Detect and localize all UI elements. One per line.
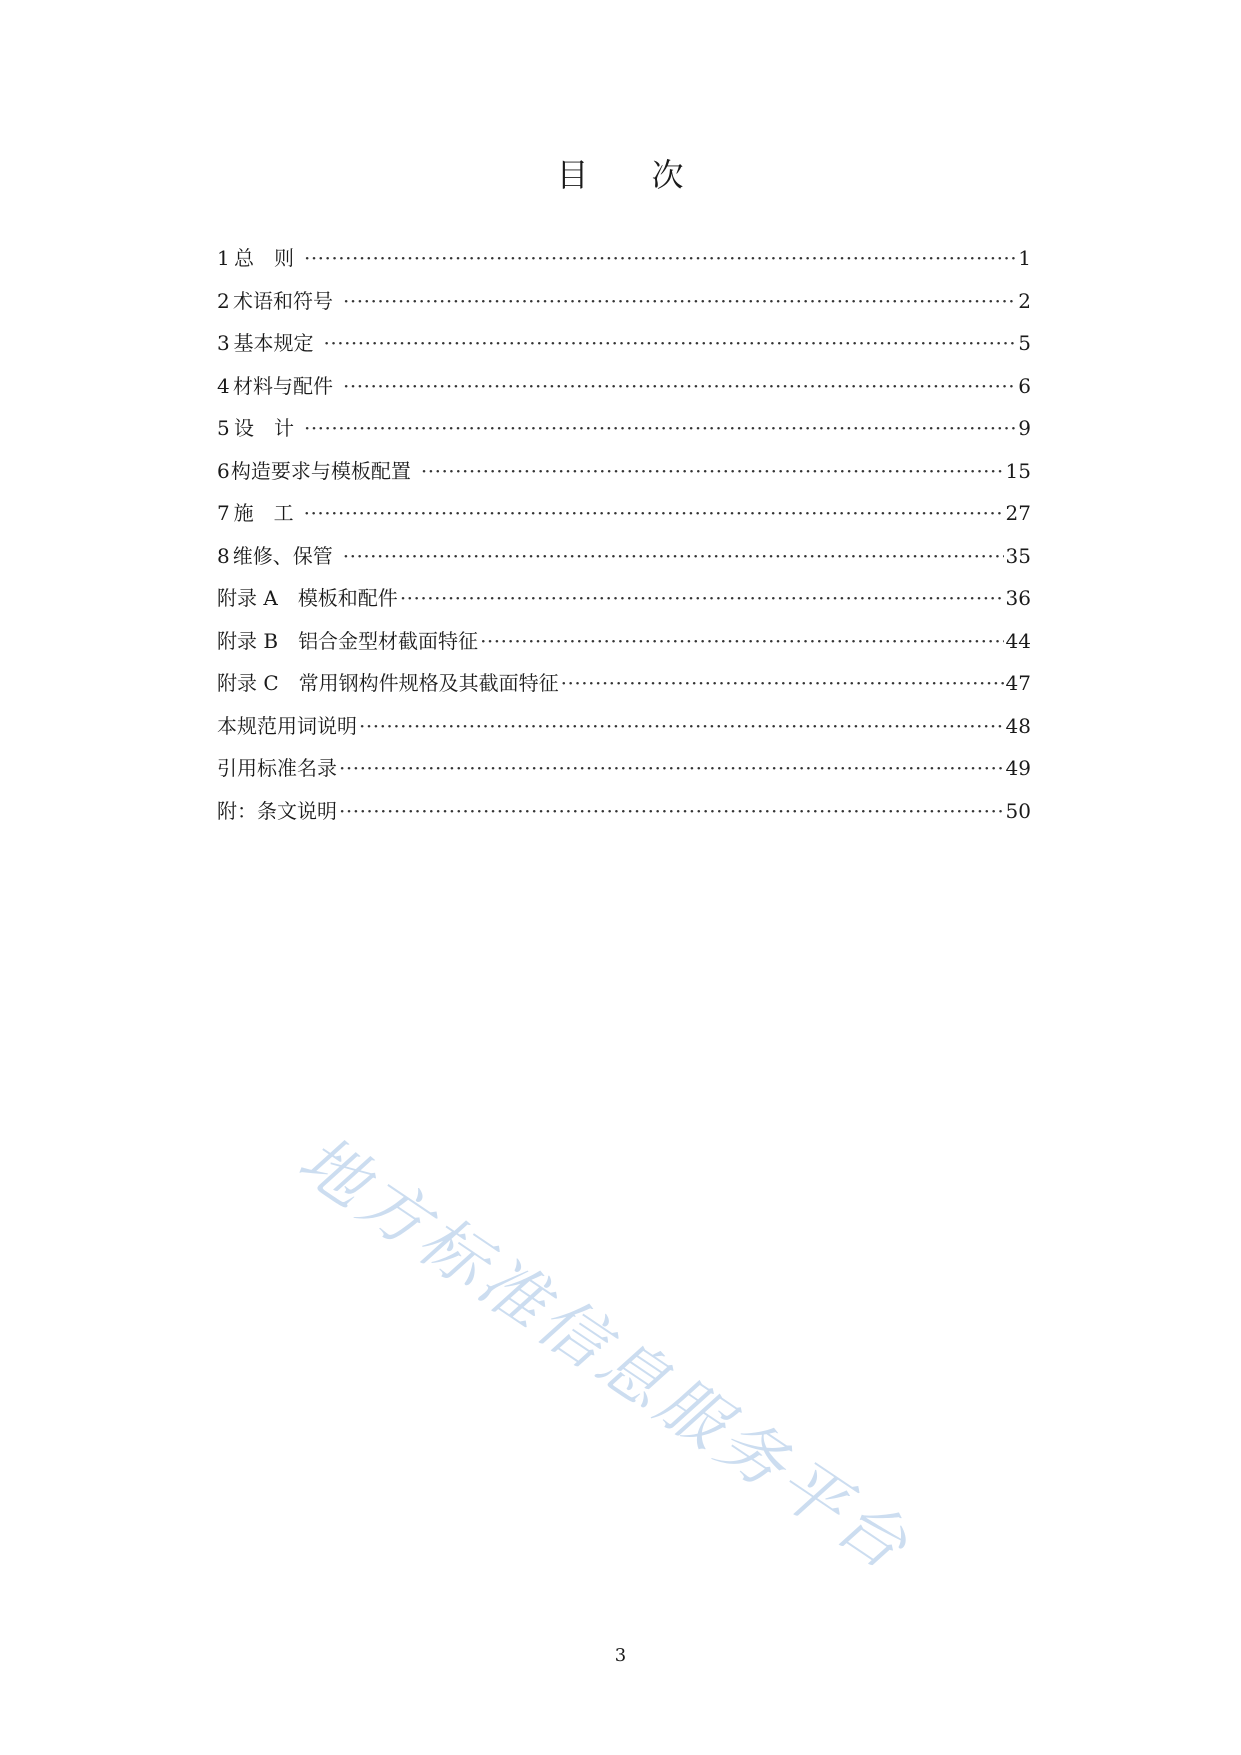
toc-entry-page: 49	[1005, 756, 1031, 780]
toc-entry-number: 3	[217, 331, 230, 355]
toc-entry-number: 4	[217, 373, 230, 398]
toc-entry-label: 模板和配件	[297, 586, 398, 610]
dot-leader	[561, 671, 1004, 695]
toc-entry-number: 附录 B	[217, 628, 279, 653]
dot-leader	[339, 799, 1004, 823]
toc-entry-page: 44	[1005, 628, 1031, 653]
toc-title-char-2: 次	[651, 156, 685, 194]
toc-entry-4[interactable]	[217, 370, 1031, 413]
toc-entry-label: 基本规定	[233, 331, 314, 355]
toc-entry-page: 1	[1018, 246, 1031, 270]
watermark-text: 地方标准信息服务平台	[285, 1120, 926, 1588]
table-of-contents	[217, 242, 1031, 837]
toc-entry-clause-explanation[interactable]	[217, 795, 1031, 838]
toc-title	[0, 150, 1241, 196]
toc-entry-label: 总 则	[233, 246, 294, 270]
toc-entry-page: 6	[1018, 373, 1031, 398]
toc-entry-page: 9	[1018, 416, 1031, 440]
toc-entry-page: 50	[1005, 798, 1031, 823]
toc-entry-page: 48	[1005, 713, 1031, 738]
dot-leader	[480, 629, 1003, 653]
toc-entry-label: 材料与配件	[233, 373, 334, 398]
toc-entry-label: 构造要求与模板配置	[230, 458, 411, 483]
toc-entry-label: 铝合金型材截面特征	[298, 628, 479, 653]
toc-entry-5[interactable]	[217, 412, 1031, 455]
toc-entry-page: 5	[1018, 331, 1031, 355]
toc-title-char-1: 目	[556, 156, 590, 194]
toc-entry-label: 施 工	[233, 501, 294, 525]
dot-leader	[400, 586, 1004, 610]
toc-entry-number: 5	[217, 416, 230, 440]
toc-entry-page: 27	[1005, 501, 1031, 525]
toc-entry-page: 35	[1005, 543, 1031, 568]
toc-entry-appendix-c[interactable]	[217, 667, 1031, 710]
toc-entry-cited-standards[interactable]	[217, 752, 1031, 795]
toc-entry-page: 47	[1005, 671, 1031, 695]
toc-entry-appendix-b[interactable]	[217, 625, 1031, 668]
toc-entry-number: 7	[217, 501, 230, 525]
dot-leader	[343, 544, 1004, 568]
toc-entry-page: 15	[1005, 458, 1031, 483]
toc-entry-7[interactable]	[217, 497, 1031, 540]
toc-entry-label: 附：条文说明	[217, 798, 337, 823]
dot-leader	[343, 374, 1016, 398]
toc-entry-number: 附录 C	[217, 671, 279, 695]
toc-entry-number: 附录 A	[217, 586, 278, 610]
toc-entry-label: 本规范用词说明	[217, 713, 357, 738]
toc-entry-label: 设 计	[233, 416, 294, 440]
toc-entry-6[interactable]	[217, 455, 1031, 498]
dot-leader	[421, 459, 1004, 483]
dot-leader	[304, 416, 1016, 440]
toc-entry-page: 36	[1005, 586, 1031, 610]
toc-entry-wording-explanation[interactable]	[217, 710, 1031, 753]
dot-leader	[359, 714, 1004, 738]
dot-leader	[324, 331, 1017, 355]
toc-entry-appendix-a[interactable]	[217, 582, 1031, 625]
dot-leader	[304, 501, 1004, 525]
dot-leader	[339, 756, 1004, 780]
toc-entry-number: 1	[217, 246, 230, 270]
toc-entry-2[interactable]	[217, 285, 1031, 328]
toc-entry-number: 8	[217, 543, 230, 568]
toc-entry-label: 术语和符号	[233, 288, 334, 313]
dot-leader	[304, 246, 1016, 270]
dot-leader	[343, 289, 1016, 313]
toc-entry-label: 引用标准名录	[217, 756, 337, 780]
toc-entry-number: 6	[217, 458, 230, 483]
toc-entry-page: 2	[1018, 288, 1031, 313]
toc-entry-3[interactable]	[217, 327, 1031, 370]
toc-entry-8[interactable]	[217, 540, 1031, 583]
toc-entry-1[interactable]	[217, 242, 1031, 285]
toc-entry-label: 常用钢构件规格及其截面特征	[298, 671, 559, 695]
toc-entry-number: 2	[217, 288, 230, 313]
page-number: 3	[614, 1645, 627, 1666]
toc-entry-label: 维修、保管	[232, 543, 333, 568]
